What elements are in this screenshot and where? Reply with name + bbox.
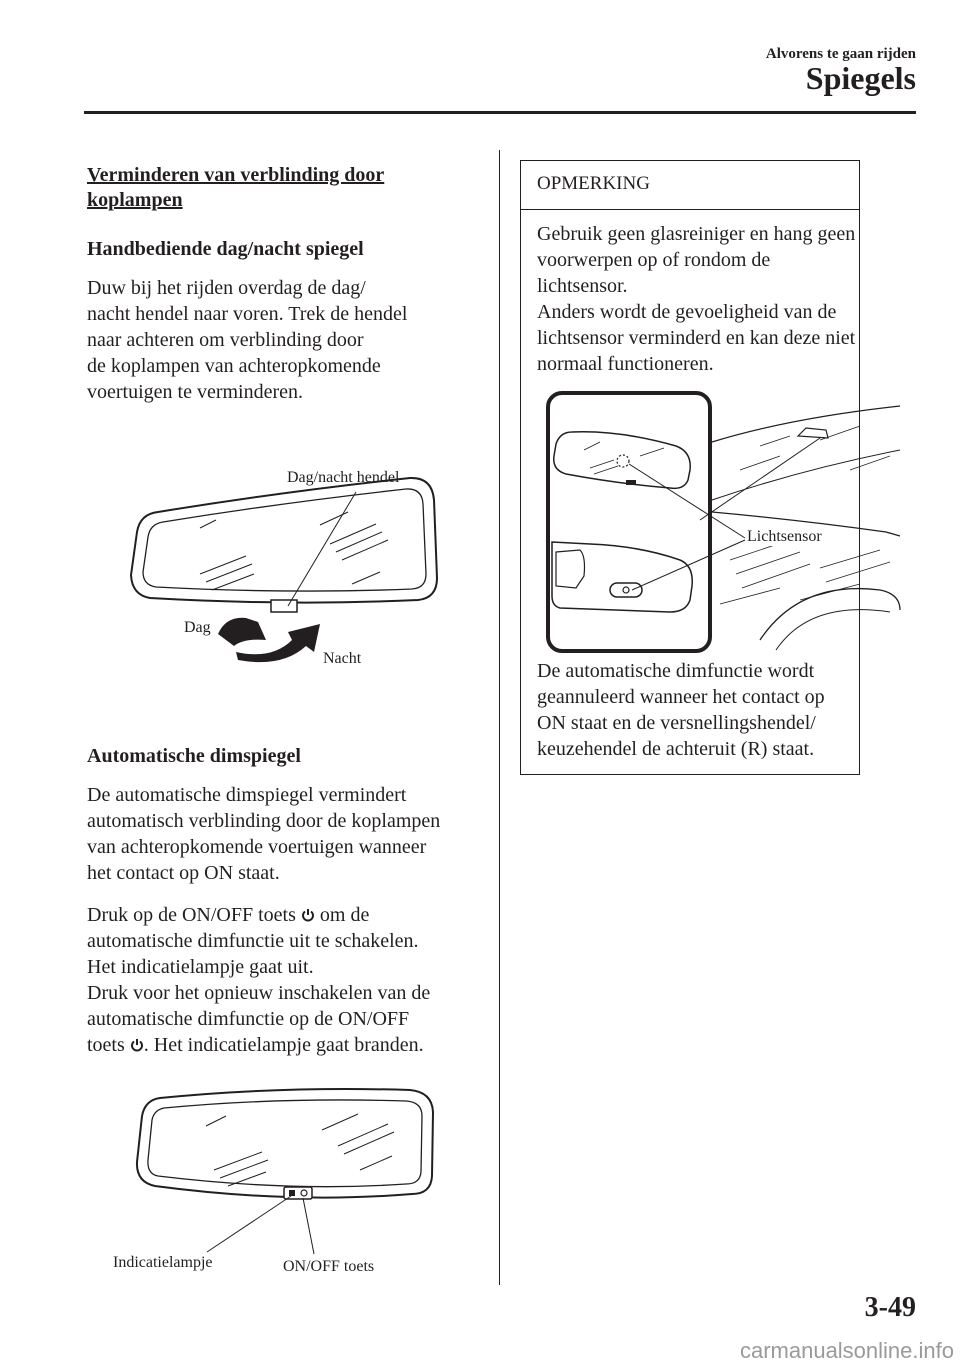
text-line: automatisch verblinding door de koplampen (87, 810, 441, 832)
label-light-sensor: Lichtsensor (747, 528, 822, 545)
text-fragment: om de (314, 904, 370, 926)
text-line: naar achteren om verblinding door (87, 329, 364, 351)
text-line: van achteropkomende voertuigen wanneer (87, 836, 427, 858)
manual-mirror-title: Handbediende dag/nacht spiegel (87, 238, 364, 260)
text-line: voertuigen te verminderen. (87, 381, 304, 403)
label-day: Dag (184, 619, 211, 636)
label-night: Nacht (323, 650, 362, 667)
text-line: geannuleerd wanneer het contact op (537, 686, 825, 708)
text-line: Gebruik geen glasreiniger en hang geen (537, 223, 856, 245)
text-fragment: Druk op de ON/OFF toets (87, 904, 301, 926)
section-title: Spiegels (805, 60, 916, 96)
label-onoff-button: ON/OFF toets (283, 1258, 375, 1275)
text-line: de koplampen van achteropkomende (87, 355, 381, 377)
text-line: nacht hendel naar voren. Trek de hendel (87, 303, 408, 325)
label-indicator: Indicatielampje (113, 1254, 213, 1271)
heading-line-1: Verminderen van verblinding door (87, 164, 385, 186)
text-line: De automatische dimfunctie wordt (537, 660, 815, 682)
text-line: automatische dimfunctie op de ON/OFF (87, 1008, 410, 1030)
text-line: het contact op ON staat. (87, 862, 280, 884)
label-lever: Dag/nacht hendel (287, 469, 400, 486)
text-line: Duw bij het rijden overdag de dag/ (87, 277, 366, 299)
text-fragment: . Het indicatielampje gaat branden. (143, 1034, 424, 1056)
text-line: lichtsensor verminderd en kan deze niet (537, 327, 856, 349)
text-line: keuzehendel de achteruit (R) staat. (537, 738, 815, 760)
text-line: Anders wordt de gevoeligheid van de (537, 301, 837, 323)
text-fragment: toets (87, 1034, 130, 1056)
text-line: De automatische dimspiegel vermindert (87, 784, 407, 806)
chapter-title: Alvorens te gaan rijden (765, 46, 916, 62)
text-line: automatische dimfunctie uit te schakelen. (87, 930, 419, 952)
text-line: normaal functioneren. (537, 353, 714, 375)
note-title: OPMERKING (537, 173, 650, 194)
text-line: Het indicatielampje gaat uit. (87, 956, 314, 978)
heading-line-2: koplampen (87, 189, 183, 211)
page-number: 3-49 (864, 1292, 916, 1323)
text-line: Druk voor het opnieuw inschakelen van de (87, 982, 431, 1004)
auto-mirror-title: Automatische dimspiegel (87, 745, 301, 767)
text-line: ON staat en de versnellingshendel/ (537, 712, 816, 734)
footer-watermark: carmanualsonline.info (739, 1338, 954, 1363)
text-line: voorwerpen op of rondom de lichtsensor. (537, 249, 771, 297)
